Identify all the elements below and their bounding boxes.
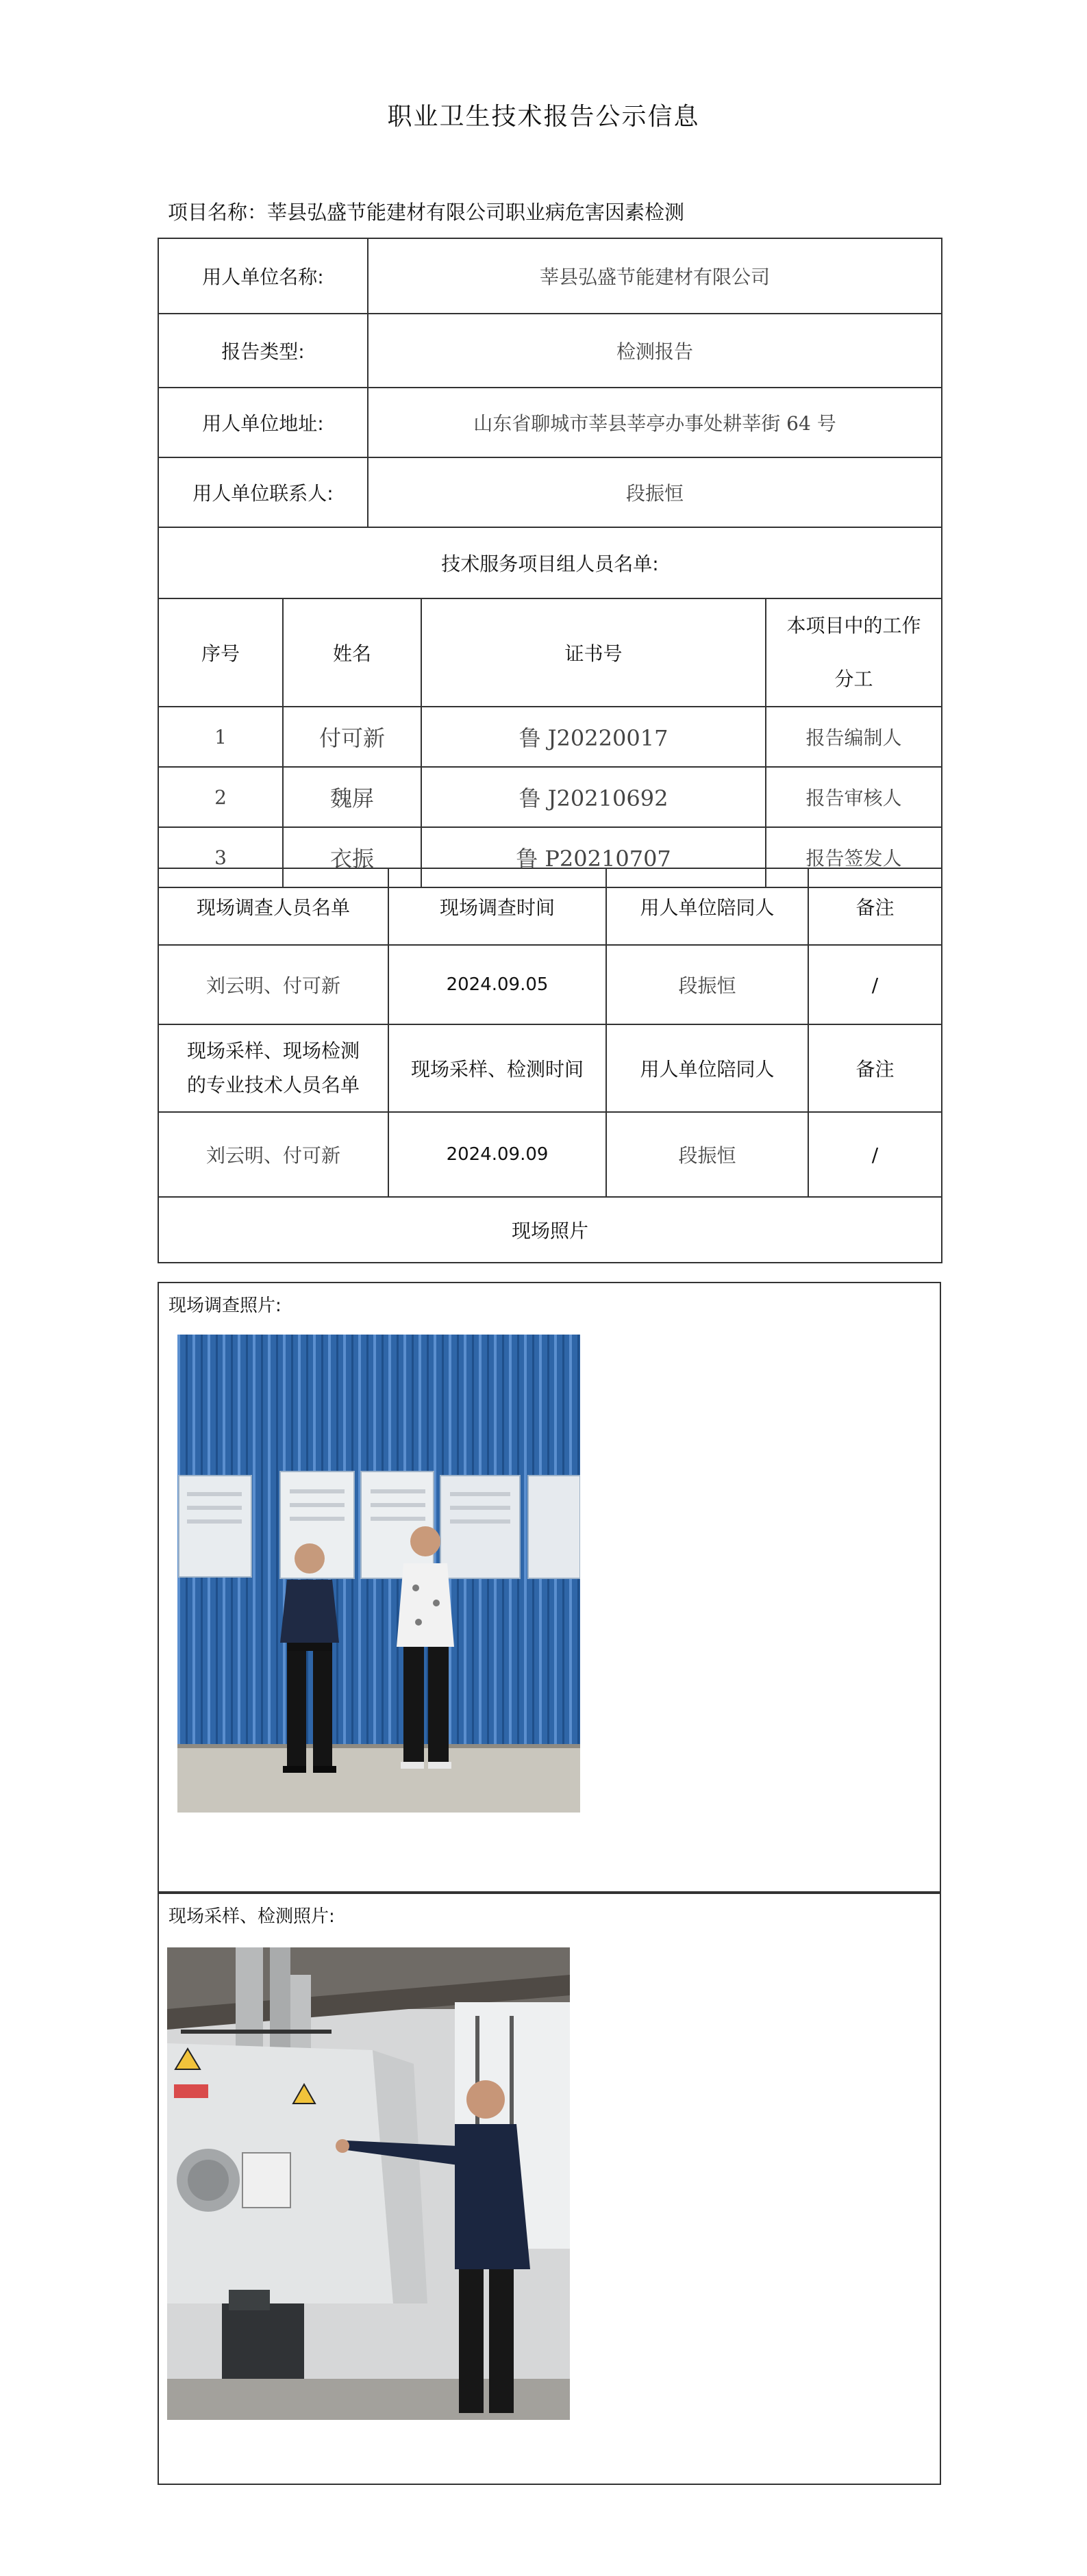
team-name: 魏屏 <box>283 767 421 827</box>
header-role-line2: 分工 <box>834 668 873 690</box>
project-name: 项目名称：莘县弘盛节能建材有限公司职业病危害因素检测 <box>168 201 685 224</box>
team-no: 3 <box>158 827 283 887</box>
info-row-address <box>158 388 942 457</box>
info-table <box>158 238 942 599</box>
info-value: 段振恒 <box>368 457 942 527</box>
info-row-unit-name <box>158 238 942 314</box>
team-table <box>158 598 942 888</box>
survey-remark: / <box>808 945 942 1024</box>
survey-header: 用人单位陪同人 <box>606 868 808 945</box>
sampling-header: 用人单位陪同人 <box>606 1024 808 1112</box>
team-role: 报告签发人 <box>766 827 942 887</box>
survey-date: 2024.09.05 <box>388 945 606 1024</box>
sampling-staff: 刘云明、付可新 <box>158 1112 388 1197</box>
photos-title-row <box>158 1197 942 1263</box>
survey-photo-box <box>158 1282 941 1893</box>
survey-staff: 刘云明、付可新 <box>158 945 388 1024</box>
survey-header-row <box>158 868 942 945</box>
team-cert: 鲁 J20210692 <box>421 767 766 827</box>
team-cert: 鲁 P20210707 <box>421 827 766 887</box>
header-cert: 证书号 <box>421 598 766 707</box>
survey-header: 现场调查人员名单 <box>158 868 388 945</box>
team-title-row <box>158 527 942 598</box>
survey-header: 现场调查时间 <box>388 868 606 945</box>
page-title: 职业卫生技术报告公示信息 <box>387 103 700 131</box>
sampling-photo-box <box>158 1893 941 2485</box>
survey-photo <box>177 1335 580 1813</box>
team-no: 2 <box>158 767 283 827</box>
sampling-header: 备注 <box>808 1024 942 1112</box>
info-label: 报告类型: <box>158 314 368 388</box>
sampling-photo-label: 现场采样、检测照片: <box>168 1906 335 1927</box>
info-label: 用人单位联系人: <box>158 457 368 527</box>
team-no: 1 <box>158 707 283 767</box>
sampling-header-staff <box>158 1024 388 1112</box>
info-value: 检测报告 <box>368 314 942 388</box>
info-label: 用人单位地址: <box>158 388 368 457</box>
header-name: 姓名 <box>283 598 421 707</box>
sampling-header-line1: 现场采样、现场检测 <box>186 1039 360 1062</box>
team-name: 衣振 <box>283 827 421 887</box>
sampling-remark: / <box>808 1112 942 1197</box>
sampling-photo <box>167 1947 570 2420</box>
survey-table <box>158 868 942 1263</box>
sampling-escort: 段振恒 <box>606 1112 808 1197</box>
team-role: 报告审核人 <box>766 767 942 827</box>
survey-header: 备注 <box>808 868 942 945</box>
team-role: 报告编制人 <box>766 707 942 767</box>
photos-title: 现场照片 <box>158 1197 942 1263</box>
info-label: 用人单位名称: <box>158 238 368 314</box>
team-name: 付可新 <box>283 707 421 767</box>
header-role-line1: 本项目中的工作 <box>786 614 921 637</box>
survey-escort: 段振恒 <box>606 945 808 1024</box>
team-row <box>158 707 942 767</box>
sampling-date: 2024.09.09 <box>388 1112 606 1197</box>
survey-photo-label: 现场调查照片: <box>168 1296 282 1316</box>
sampling-row <box>158 1112 942 1197</box>
sampling-header-row <box>158 1024 942 1112</box>
team-header-row <box>158 598 942 707</box>
team-cert: 鲁 J20220017 <box>421 707 766 767</box>
info-row-contact <box>158 457 942 527</box>
sampling-header-line2: 的专业技术人员名单 <box>186 1074 360 1096</box>
header-role <box>766 598 942 707</box>
team-row <box>158 767 942 827</box>
info-value: 莘县弘盛节能建材有限公司 <box>368 238 942 314</box>
team-title: 技术服务项目组人员名单: <box>158 527 942 598</box>
info-value: 山东省聊城市莘县莘亭办事处耕莘街 64 号 <box>368 388 942 457</box>
sampling-header: 现场采样、检测时间 <box>388 1024 606 1112</box>
info-row-report-type <box>158 314 942 388</box>
survey-row <box>158 945 942 1024</box>
header-no: 序号 <box>158 598 283 707</box>
